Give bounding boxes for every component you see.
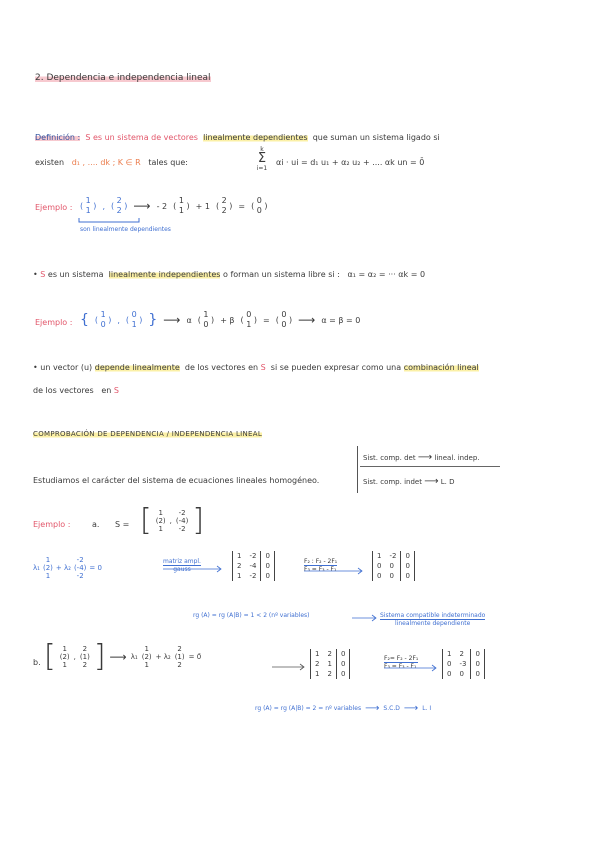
indep-highlight: linealmente independientes	[108, 270, 221, 279]
cell: -3	[459, 660, 467, 668]
comma: ,	[169, 517, 172, 525]
scalars: d₁ , .... dk ; K ∈ R	[71, 158, 141, 167]
lambda-2: + λ₂	[55, 564, 71, 572]
ex3-equation	[33, 556, 102, 580]
cell: 0	[377, 572, 382, 580]
cell: 0	[261, 571, 274, 581]
tales-que: tales que:	[148, 158, 188, 167]
gauss-label: gauss	[173, 566, 191, 573]
cell: 2	[144, 653, 149, 661]
cell: 2	[45, 564, 51, 572]
combo-highlight-2: combinación lineal	[403, 363, 479, 372]
ex3-eq-vector-1: (1 2 1)	[42, 556, 53, 580]
arrow-icon	[352, 615, 378, 621]
cell: 0	[256, 196, 262, 205]
cell: 0	[256, 206, 262, 215]
matrix-table	[442, 649, 485, 679]
existen-text: existen	[35, 158, 65, 167]
cell: -2	[249, 552, 257, 560]
cell: 0	[336, 649, 349, 659]
underbrace-icon	[78, 218, 140, 226]
cell: 1	[315, 670, 320, 678]
ex3-eq-vector-2: (-2 -4 -2)	[73, 556, 87, 580]
arrow-icon	[163, 566, 223, 572]
cell: 1	[377, 552, 382, 560]
comma: ,	[73, 653, 76, 661]
cell: 2	[327, 650, 332, 658]
cell: 0	[281, 310, 287, 319]
sum-symbol: Σ	[257, 151, 267, 166]
cell: -2	[76, 572, 84, 580]
cell: 0	[261, 551, 274, 561]
indep-text-1: es un sistema	[47, 270, 104, 279]
definition-label: Definición :	[35, 133, 81, 142]
ex1-coef-2: + 1	[195, 201, 210, 211]
cell: 2	[237, 562, 242, 570]
arrow-icon: ⟶	[403, 703, 419, 714]
cell: 2	[177, 645, 182, 653]
row-op-2: F₃ = F₃ - F₁	[304, 566, 337, 573]
cell: 1	[203, 310, 209, 319]
case-1-result: lineal. indep.	[434, 454, 480, 462]
comma: ,	[102, 201, 105, 211]
combo-text-2: de los vectores en	[184, 363, 259, 372]
set-s: S	[113, 386, 119, 395]
left-brace: {	[80, 312, 89, 328]
combo-highlight-1: depende linealmente	[94, 363, 180, 372]
ex3-set	[140, 503, 205, 538]
definition-text-1: S es un sistema de vectores	[85, 133, 198, 142]
cell: 0	[100, 320, 106, 329]
cell: -4	[76, 564, 84, 572]
ex4-eq-vector-2: (2 1 2)	[174, 645, 185, 669]
combo-text-3: si se pueden expresar como una	[270, 363, 402, 372]
ex4-vector-2: (2 1 2)	[79, 645, 90, 669]
row-op-1: F₂= F₂ - 2F₁	[384, 655, 419, 662]
equals-zero: = 0	[89, 564, 102, 572]
cell: 1	[177, 653, 182, 661]
arrow-icon: ⟶	[163, 313, 181, 327]
cell: 2	[459, 650, 464, 658]
ex4-matrix-2	[442, 649, 485, 679]
matrix-table	[232, 551, 275, 581]
study-text: Estudiamos el carácter del sistema de ecuaciones lineales homogéneo.	[33, 476, 320, 485]
example-3-label: Ejemplo :	[33, 520, 71, 529]
combo-text-4: de los vectores	[33, 386, 94, 395]
example-1-label: Ejemplo :	[35, 203, 73, 212]
cell: 0	[389, 562, 394, 570]
arrow-icon: ⟶	[365, 703, 380, 714]
cell: 1	[131, 320, 137, 329]
cell: -4	[249, 562, 257, 570]
lambda-2: + λ₂	[155, 653, 171, 661]
cell: 0	[336, 669, 349, 679]
arrow-icon	[304, 568, 364, 574]
combo-text-5: en	[101, 386, 112, 395]
cell: 0	[471, 669, 484, 679]
arrow-icon: ⟶	[298, 313, 316, 327]
bullet: •	[33, 363, 38, 372]
right-brace: }	[148, 312, 158, 328]
beta: + β	[220, 315, 235, 325]
equals: =	[262, 315, 270, 325]
cell: 2	[82, 645, 88, 653]
case-1	[363, 452, 480, 463]
cell: 1	[85, 196, 91, 205]
arrow-icon: ⟶	[424, 476, 439, 487]
cell: 2	[62, 653, 67, 661]
cell: 1	[62, 661, 67, 669]
summation	[252, 146, 272, 172]
ex4-rank-line	[255, 703, 431, 714]
row-op-1: F₂ : F₂ - 2F₁	[304, 558, 338, 565]
combination-line-1	[33, 363, 479, 372]
cell: 1	[100, 310, 106, 319]
section-heading	[33, 430, 262, 438]
lambda-1: λ₁	[33, 564, 40, 572]
left-bracket: [	[44, 639, 56, 674]
cell: -2	[389, 552, 397, 560]
ex2-vector-1: ( 1 0 )	[94, 310, 112, 329]
cell: 0	[281, 320, 287, 329]
example-2-expression	[80, 310, 360, 330]
arrow-icon: ⟶	[133, 199, 151, 213]
set-s: S	[40, 270, 46, 279]
cell: 1	[237, 572, 242, 580]
bullet: •	[33, 270, 38, 279]
cell: 0	[471, 659, 484, 669]
definition-line-2	[35, 158, 188, 167]
ex4-b: b.	[33, 658, 41, 667]
set-s: S	[260, 363, 266, 372]
cell: 0	[261, 561, 274, 571]
right-bracket: ]	[93, 639, 106, 674]
ex4-vector-1: (1 2 1)	[59, 645, 70, 669]
cell: 0	[203, 320, 209, 329]
cell: 1	[62, 645, 67, 653]
cell: 0	[336, 659, 349, 669]
ex4-matrix-1	[310, 649, 350, 679]
example-1-expression	[80, 196, 268, 216]
cell: -2	[178, 525, 186, 533]
ex2-result: α = β = 0	[321, 315, 361, 325]
ex4-eq-vector-1: (1 2 1)	[141, 645, 152, 669]
cell: 2	[177, 661, 182, 669]
indep-text-2: o forman un sistema libre si :	[223, 270, 340, 279]
row-op-2: F₃ = F₃ - F₁	[384, 663, 417, 670]
cell: 1	[144, 661, 149, 669]
ex4-set	[44, 639, 202, 674]
ex3-result-2: linealmente dependiente	[395, 620, 471, 627]
case-1-condition: Sist. comp. det	[363, 454, 416, 462]
ex4-scd: S.C.D	[383, 705, 400, 712]
case-2-result: L. D	[440, 478, 455, 486]
ex4-rank: rg (A) = rg (A|B) = 2 = nº variables	[255, 705, 362, 712]
matrix-table	[372, 551, 415, 581]
case-divider	[360, 466, 500, 467]
arrow-icon	[272, 664, 306, 670]
cell: 1	[447, 650, 452, 658]
ex1-brace-note: son linealmente dependientes	[80, 226, 171, 233]
cell: 1	[246, 320, 252, 329]
indep-condition: α₁ = α₂ = ··· αk = 0	[347, 270, 426, 279]
independence-line	[33, 270, 425, 279]
cell: 0	[131, 310, 137, 319]
cell: 1	[315, 650, 320, 658]
ex3-matrix-2	[372, 551, 415, 581]
definition-line-1	[35, 133, 440, 142]
right-bracket: ]	[192, 503, 205, 538]
cell: -2	[178, 509, 186, 517]
cell: 0	[401, 561, 414, 571]
cell: 2	[158, 517, 163, 525]
cell: 0	[401, 571, 414, 581]
left-bracket: [	[140, 503, 152, 538]
cell: 0	[447, 660, 452, 668]
ex2-vector-4: ( 0 1 )	[240, 310, 257, 329]
cell: -4	[178, 517, 186, 525]
cell: 0	[246, 310, 252, 319]
ex3-a: a.	[92, 520, 100, 529]
cell: 0	[401, 551, 414, 561]
page-title: 2. Dependencia e independencia lineal	[35, 73, 211, 83]
cell: 1	[45, 572, 51, 580]
ex1-vector-4: ( 2 2 )	[215, 196, 233, 215]
cell: 2	[315, 660, 320, 668]
matriz-label: matriz ampl.	[163, 558, 201, 565]
cell: 0	[459, 670, 464, 678]
ex3-result	[380, 612, 485, 627]
cell: 2	[221, 206, 227, 215]
sum-top: k	[260, 146, 264, 153]
comma: ,	[117, 315, 120, 325]
cell: 1	[45, 556, 51, 564]
alpha: α	[186, 315, 192, 325]
ex3-vector-1: (1 2 1)	[155, 509, 166, 533]
ex3-vector-2: (-2 -4 -2)	[175, 509, 189, 533]
cell: 1	[158, 509, 163, 517]
divider	[357, 446, 358, 493]
ex3-rank: rg (A) = rg (A|B) = 1 < 2 (nº variables)	[193, 612, 310, 619]
cell: 1	[82, 653, 88, 661]
ex2-vector-2: ( 0 1 )	[125, 310, 143, 329]
ex3-matrix-1	[232, 551, 275, 581]
cell: 1	[85, 206, 91, 215]
cell: 0	[447, 670, 452, 678]
cell: 2	[327, 670, 332, 678]
lambda-1: λ₁	[130, 653, 138, 661]
cell: 1	[158, 525, 163, 533]
cell: 0	[471, 649, 484, 659]
ex1-vector-3: ( 1 1 )	[173, 196, 190, 215]
cell: 2	[116, 196, 122, 205]
ex2-vector-3: ( 1 0 )	[197, 310, 215, 329]
ex3-result-1: Sistema compatible indeterminado	[380, 612, 486, 619]
definition-text-2: que suman un sistema ligado si	[312, 133, 440, 142]
ex3-S: S =	[115, 520, 130, 529]
ex1-coef-1: - 2	[156, 201, 168, 211]
equals-zero: = 0̄	[188, 653, 202, 661]
cell: 1	[327, 660, 332, 668]
matrix-table	[310, 649, 350, 679]
combo-text-1: un vector (u)	[40, 363, 93, 372]
ex1-vector-2: ( 2 2 )	[110, 196, 128, 215]
cell: 2	[221, 196, 227, 205]
cell: 1	[237, 552, 242, 560]
case-2	[363, 476, 455, 487]
cell: -2	[76, 556, 84, 564]
equals: =	[238, 201, 246, 211]
arrow-icon: ⟶	[109, 650, 127, 664]
ex1-zero-vector: ( 0 0 )	[251, 196, 268, 215]
definition-highlight: linealmente dependientes	[203, 133, 308, 142]
cell: 0	[377, 562, 382, 570]
ex4-li: L. I	[422, 705, 432, 712]
arrow-icon: ⟶	[417, 452, 433, 463]
ex2-zero-vector: ( 0 0 )	[275, 310, 293, 329]
cell: 2	[82, 661, 88, 669]
cell: 1	[178, 206, 184, 215]
example-2-label: Ejemplo :	[35, 318, 73, 327]
sum-bottom: i=1	[256, 165, 268, 172]
case-2-condition: Sist. comp. indet	[363, 478, 422, 486]
cell: -2	[249, 572, 257, 580]
cell: 2	[116, 206, 122, 215]
cell: 1	[178, 196, 184, 205]
arrow-icon	[384, 665, 438, 671]
combination-line-2	[33, 386, 119, 395]
cell: 1	[144, 645, 149, 653]
section-heading-text: COMPROBACIÓN DE DEPENDENCIA / INDEPENDENCIA LINEAL	[33, 430, 263, 438]
cell: 0	[389, 572, 394, 580]
ex1-vector-1: ( 1 1 )	[80, 196, 97, 215]
sum-expression: αi · ui = d₁ u₁ + α₂ u₂ + .... αk un = 0̄	[276, 158, 425, 167]
